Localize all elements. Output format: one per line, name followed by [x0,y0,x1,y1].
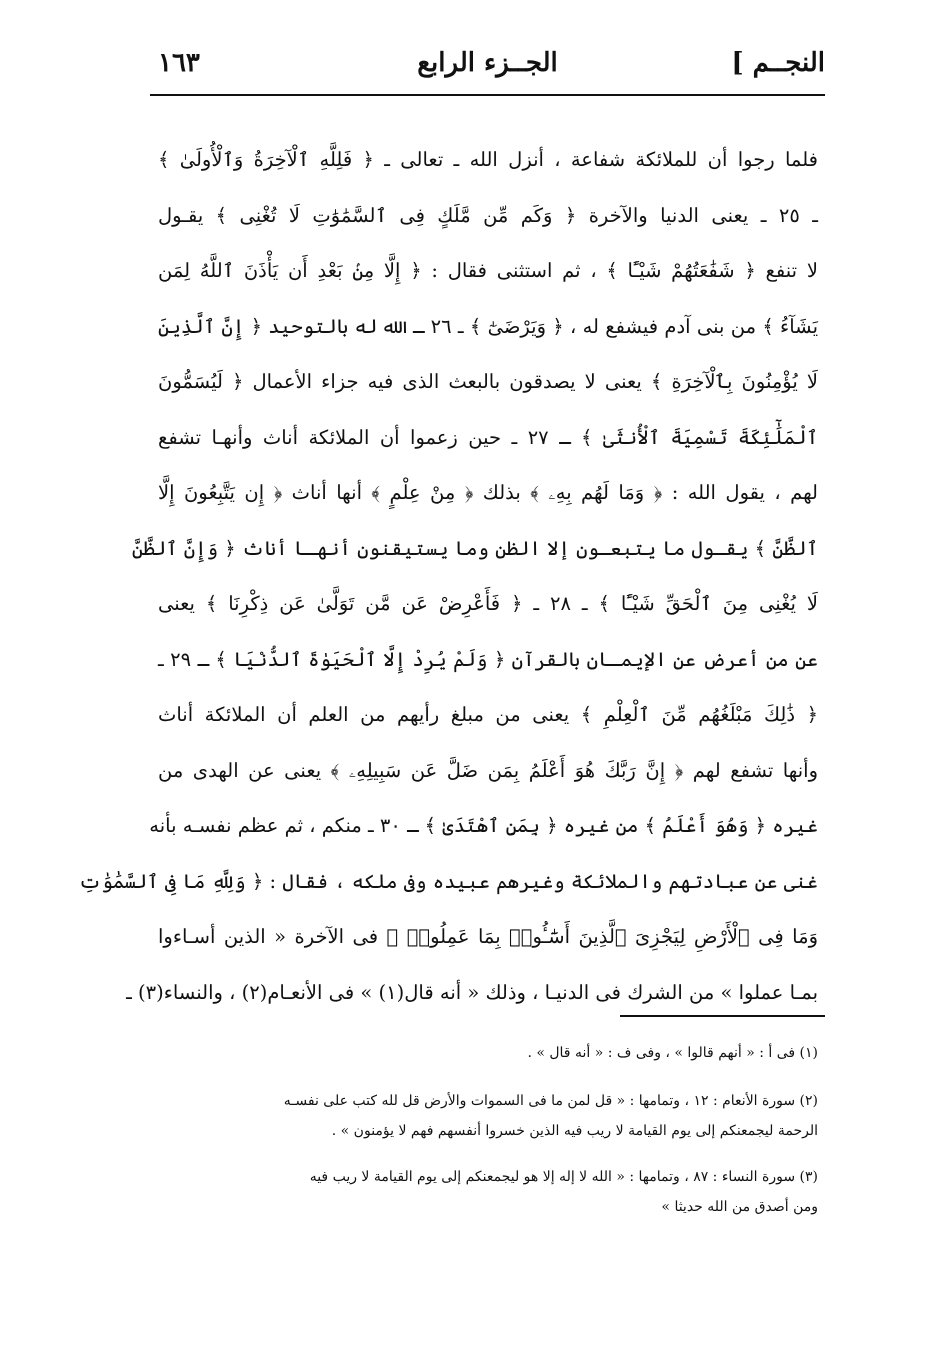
text-line: لا تنفع ﴿ شَفَٰعَتُهُمْ شَيْـًٔا ﴾ ، ثم استثنى فقال : ﴿ إِلَّا مِنۢ بَعْدِ أَن يَأْذَنَ ٱللَّهُ لِمَن [158,259,818,282]
text-line: لَا يُغْنِى مِنَ ٱلْحَقِّ شَيْـًٔا ﴾ ـ ٢٨ ـ ﴿ فَأَعْرِضْ عَن مَّن تَوَلَّىٰ عَن ذِكْرِنَا ﴾ يعنى [158,592,818,615]
footnote-line: (٣) سورة النساء : ٨٧ ، وتمامها : « الله لا إله إلا هو ليجمعنكم إلى يوم القيامة لا ريب فيه [309,1169,818,1185]
text-line: ٱلْمَلَٰٓئِكَةَ تَسْمِيَةَ ٱلْأُنثَىٰ ﴾ ـ ٢٧ ـ حين زعموا أن الملائكة أناث وأنهـا تشفع [158,425,819,449]
footnote-2 [158,1086,818,1146]
text-line: لهم ، يقول الله : ﴿ وَمَا لَهُم بِهِۦ ﴾ بذلك ﴿ مِنْ عِلْمٍ ﴾ أنها أناث ﴿ إِن يَتَّبِعُونَ إِلَّا [158,481,818,504]
footnote-line: (٢) سورة الأنعام : ١٢ ، وتمامها : « قل لمن ما فى السموات والأرض قل لله كتب على نفسـه [283,1093,818,1109]
footnote-3 [158,1162,818,1222]
text-line: عن من أعرض عن الإيمـان بالقرآن ﴿ وَلَمْ يُرِدْ إِلَّا ٱلْحَيَوٰةَ ٱلدُّنْيَا ﴾ ـ ٢٩ ـ [158,647,818,671]
text-line: ـ ٢٥ ـ يعنى الدنيا والآخرة ﴿ وَكَم مِّن مَّلَكٍ فِى ٱلسَّمَٰوَٰتِ لَا تُغْنِى ﴾ يقـول [158,203,818,227]
footnote-line: (١) فى أ : « أنهم قالوا » ، وفى ف : « أنه قال » . [527,1045,818,1061]
text-line: ٱلظَّنَّ ﴾ يقـول ما يتبعـون إلا الظن وما يستيقنون أنهـا أناث ﴿ وَإِنَّ ٱلظَّنَّ [131,536,818,560]
text-line: ﴿ ذَٰلِكَ مَبْلَغُهُم مِّنَ ٱلْعِلْمِ ﴾ يعنى من مبلغ رأيهم من العلم أن الملائكة أناث [158,703,818,726]
footnote-rule [620,1015,825,1017]
footnote-line: الرحمة ليجمعنكم إلى يوم القيامة لا ريب فيه الذين خسروا أنفسهم فهم لا يؤمنون » . [331,1123,818,1139]
text-line: وأنها تشفع لهم ﴿ إِنَّ رَبَّكَ هُوَ أَعْلَمُ بِمَن ضَلَّ عَن سَبِيلِهِۦ ﴾ يعنى عن الهدى من [158,758,818,782]
text-line: غنى عن عبادتهم والملائكة وغيرهم عبيده وفى ملكه ، فقال : ﴿ وَلِلَّهِ مَا فِى ٱلسَّمَٰوَٰتِ [78,869,818,893]
footnote-line: ومن أصدق من الله حديثا » [661,1199,818,1215]
volume-title: الجــزء الرابع [417,48,558,78]
footnotes [158,1038,818,1222]
text-line: فلما رجوا أن للملائكة شفاعة ، أنزل الله ـ تعالى ـ ﴿ فَلِلَّهِ ٱلْآخِرَةُ وَٱلْأُولَىٰ ﴾ [158,148,818,171]
text-line: بمـا عملوا » من الشرك فى الدنيـا ، وذلك « أنه قال(١) » فى الأنعـام(٢) ، والنساء(٣) ـ [126,980,818,1004]
text-line: يَشَآءُ ﴾ من بنى آدم فيشفع له ، ﴿ وَيَرْضَىٰٓ ﴾ ـ ٢٦ ـ الله له بالتوحيد ﴿ إِنَّ ٱلَّذِينَ [158,314,818,338]
header-rule [150,94,825,96]
chapter-title: النجــم ] [731,48,825,78]
page-number: ١٦٣ [158,48,200,78]
main-text [78,132,819,1020]
text-line: وَمَا فِى ٱلْأَرْضِ لِيَجْزِىَ ٱلَّذِينَ أَسَٰٓـُٔوا۟ بِمَا عَمِلُوا۟ ﴾ فى الآخرة « الذين أسـاءوا [158,925,818,948]
text-line: لَا يُؤْمِنُونَ بِٱلْآخِرَةِ ﴾ يعنى لا يصدقون بالبعث الذى فيه جزاء الأعمال ﴿ لَيُسَمُّونَ [158,370,818,393]
text-line: غيره ﴿ وَهُوَ أَعْلَمُ ﴾ من غيره ﴿ بِمَنِ ٱهْتَدَىٰ ﴾ ـ ٣٠ ـ منكم ، ثم عظم نفسـه بأنه [149,814,818,837]
footnote-1 [158,1038,818,1068]
page-header [150,40,825,96]
